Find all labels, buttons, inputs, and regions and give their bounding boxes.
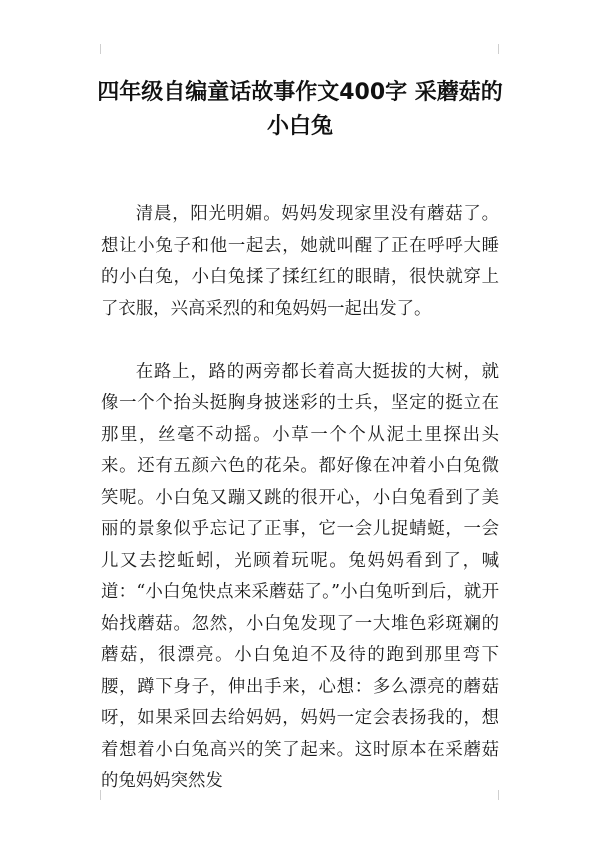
crop-mark-top-left	[100, 44, 101, 54]
document-body	[101, 199, 499, 798]
crop-mark-top-right	[498, 44, 499, 54]
paragraph-2: 在路上，路的两旁都长着高大挺拔的大树，就像一个个抬头挺胸身披迷彩的士兵，坚定的挺立在那里，丝毫不动摇。小草一个个从泥土里探出头来。还有五颜六色的花朵。都好像在冲着小白兔微笑呢。小白兔又蹦又跳的很开心，小白兔看到了美丽的景象似乎忘记了正事，它一会儿捉蜻蜓，一会儿又去挖蚯蚓，光顾着玩呢。兔妈妈看到了，喊道：“小白兔快点来采蘑菇了。”小白兔听到后，就开始找蘑菇。忽然，小白兔发现了一大堆色彩斑斓的蘑菇，很漂亮。小白兔迫不及待的跑到那里弯下腰，蹲下身子，伸出手来，心想：多么漂亮的蘑菇呀，如果采回去给妈妈，妈妈一定会表扬我的，想着想着小白兔高兴的笑了起来。这时原本在采蘑菇的兔妈妈突然发	[101, 361, 499, 791]
paragraph-1: 清晨，阳光明媚。妈妈发现家里没有蘑菇了。想让小兔子和他一起去，她就叫醒了正在呼呼大睡的小白兔，小白兔揉了揉红红的眼睛，很快就穿上了衣服，兴高采烈的和兔妈妈一起出发了。	[101, 204, 499, 319]
document-title: 四年级自编童话故事作文400字 采蘑菇的小白兔	[97, 80, 503, 139]
